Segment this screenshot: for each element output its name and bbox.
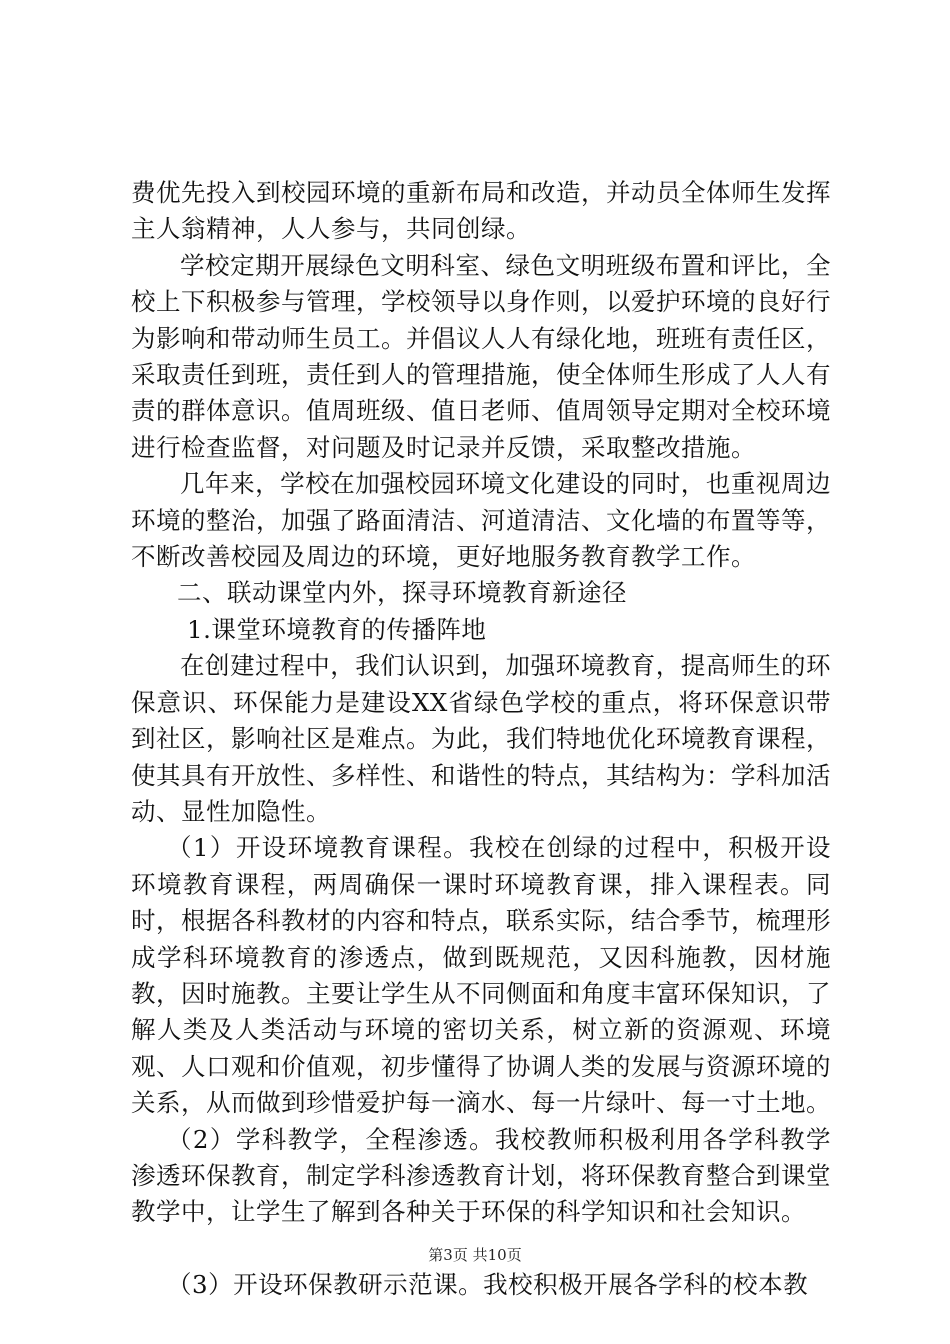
paragraph-surrounding-environment: 几年来，学校在加强校园环境文化建设的同时，也重视周边环境的整治，加强了路面清洁、河道清洁、文化墙的布置等等，不断改善校园及周边的环境，更好地服务教育教学工作。 <box>131 469 831 572</box>
section-heading-2: 二、联动课堂内外，探寻环境教育新途径 <box>177 578 627 608</box>
list-item-3: （3）开设环保教研示范课。我校积极开展各学科的校本教 <box>167 1269 809 1299</box>
page-footer: 第3页 共10页 <box>428 1246 522 1264</box>
paragraph-green-civilization: 学校定期开展绿色文明科室、绿色文明班级布置和评比，全校上下积极参与管理，学校领导以身作则，以爱护环境的良好行为影响和带动师生员工。并倡议人人有绿化地，班班有责任区，采取责任到班，责任到人的管理措施，使全体师生形成了人人有责的群体意识。值周班级、值日老师、值周领导定期对全校环境进行检查监督，对问题及时记录并反馈，采取整改措施。 <box>131 250 831 462</box>
paragraph-creation-process: 在创建过程中，我们认识到，加强环境教育，提高师生的环保意识、环保能力是建设XX省绿色学校的重点，将环保意识带到社区，影响社区是难点。为此，我们特地优化环境教育课程，使其具有开放性、多样性、和谐性的特点，其结构为：学科加活动、显性加隐性。 <box>131 651 831 826</box>
paragraph-continuation: 费优先投入到校园环境的重新布局和改造，并动员全体师生发挥主人翁精神，人人参与，共同创绿。 <box>131 178 831 244</box>
subsection-heading-1: 1.课堂环境教育的传播阵地 <box>187 614 487 644</box>
list-item-2: （2）学科教学，全程渗透。我校教师积极利用各学科教学渗透环保教育，制定学科渗透教育计划，将环保教育整合到课堂教学中，让学生了解到各种关于环保的科学知识和社会知识。 <box>131 1124 831 1227</box>
list-item-1: （1）开设环境教育课程。我校在创绿的过程中，积极开设环境教育课程，两周确保一课时环境教育课，排入课程表。同时，根据各科教材的内容和特点，联系实际，结合季节，梳理形成学科环境教育的渗透点，做到既规范，又因科施教，因材施教，因时施教。主要让学生从不同侧面和角度丰富环保知识，了解人类及人类活动与环境的密切关系，树立新的资源观、环境观、人口观和价值观，初步懂得了协调人类的发展与资源环境的关系，从而做到珍惜爱护每一滴水、每一片绿叶、每一寸土地。 <box>131 833 831 1118</box>
document-body <box>131 175 831 1303</box>
